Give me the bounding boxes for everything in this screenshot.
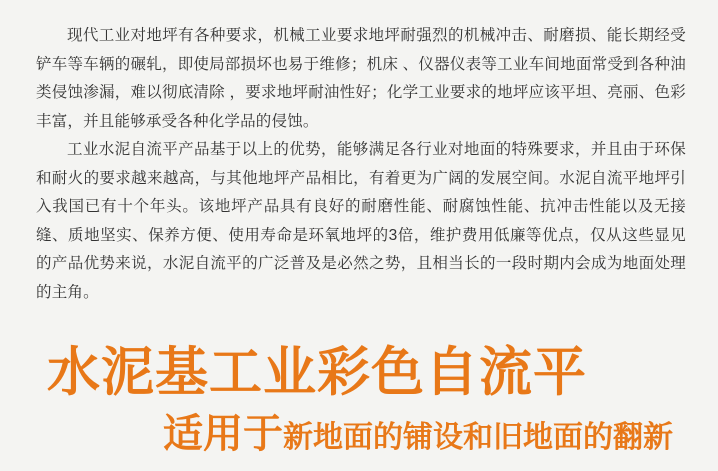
subtitle-text: 新地面的铺设和旧地面的翻新: [283, 421, 673, 454]
subtitle-lead: 适用于: [163, 412, 283, 456]
product-title: 水泥基工业彩色自流平: [47, 343, 587, 402]
paragraph-industry-requirements: 现代工业对地坪有各种要求，机械工业要求地坪耐强烈的机械冲击、耐磨损、能长期经受铲车等车辆的碾轧，即使局部损坏也易于维修；机床 、仪器仪表等工业车间地面常受到各种油类侵蚀渗漏，难以彻底清除 ，要求地坪耐油性好；化学工业要求的地坪应该平坦、亮丽、色彩丰富，并且能够承受各种化学品的侵蚀。: [36, 27, 686, 130]
intro-text-block: [36, 22, 686, 307]
product-subtitle: [163, 412, 673, 456]
paragraph-product-advantages: 工业水泥自流平产品基于以上的优势，能够满足各行业对地面的特殊要求，并且由于环保和耐火的要求越来越高，与其他地坪产品相比，有着更为广阔的发展空间。水泥自流平地坪引入我国已有十个年头。该地坪产品具有良好的耐磨性能、耐腐蚀性能、抗冲击性能以及无接缝、质地坚实、保养方便、使用寿命是环氧地坪的3倍，维护费用低廉等优点，仅从这些显见的产品优势来说，水泥自流平的广泛普及是必然之势，且相当长的一段时期内会成为地面处理的主角。: [36, 141, 686, 301]
